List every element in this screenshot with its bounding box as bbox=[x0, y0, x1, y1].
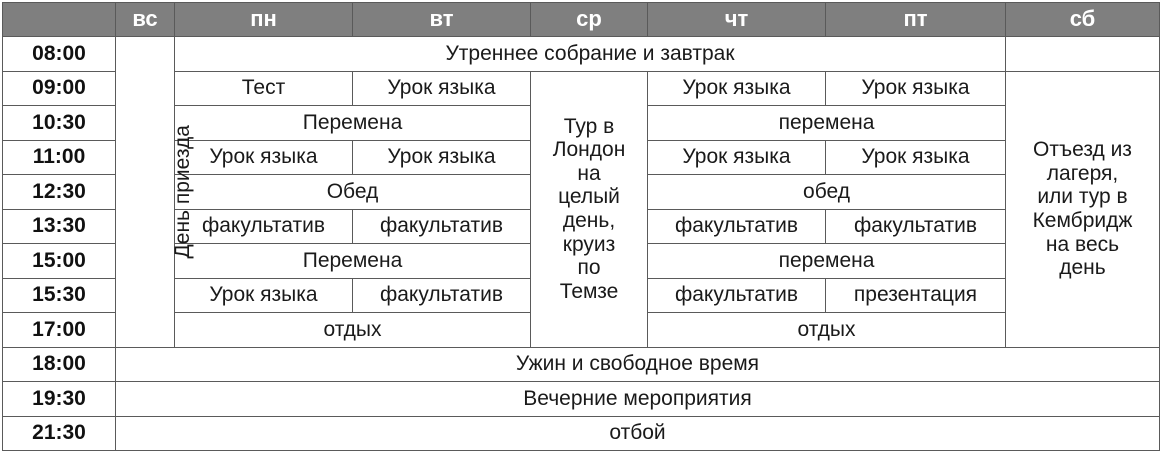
sunday-cell bbox=[116, 37, 194, 348]
activity-cell: Урок языка bbox=[826, 71, 1006, 106]
row-1800 bbox=[3, 347, 1160, 382]
wednesday-line: на bbox=[577, 161, 601, 185]
schedule-table bbox=[2, 2, 1160, 451]
time-cell: 09:00 bbox=[3, 71, 116, 106]
time-cell: 10:30 bbox=[3, 106, 116, 141]
header-day-mon: пн bbox=[175, 3, 353, 37]
activity-cell: Перемена bbox=[175, 106, 531, 141]
activity-cell: отдых bbox=[648, 313, 1006, 348]
saturday-line: Отъезд из bbox=[1033, 138, 1132, 162]
activity-cell: отдых bbox=[175, 313, 531, 348]
header-day-thu: чт bbox=[648, 3, 826, 37]
row-1930 bbox=[3, 382, 1160, 417]
saturday-line: день bbox=[1059, 256, 1106, 280]
activity-cell: Урок языка bbox=[826, 140, 1006, 175]
saturday-cell bbox=[1006, 71, 1160, 347]
time-cell: 19:30 bbox=[3, 382, 116, 417]
saturday-line: или тур в bbox=[1037, 185, 1128, 209]
header-day-wed: ср bbox=[531, 3, 648, 37]
time-cell: 17:00 bbox=[3, 313, 116, 348]
activity-cell: Урок языка bbox=[648, 71, 826, 106]
time-cell: 08:00 bbox=[3, 37, 116, 72]
time-cell: 15:00 bbox=[3, 244, 116, 279]
activity-cell: факультатив bbox=[353, 278, 531, 313]
time-cell: 13:30 bbox=[3, 209, 116, 244]
row-0800 bbox=[3, 37, 1160, 72]
activity-cell: Ужин и свободное время bbox=[116, 347, 1160, 382]
activity-cell: Урок языка bbox=[175, 278, 353, 313]
row-2130 bbox=[3, 416, 1160, 451]
activity-cell: Урок языка bbox=[175, 140, 353, 175]
activity-cell: факультатив bbox=[353, 209, 531, 244]
activity-cell: Урок языка bbox=[353, 71, 531, 106]
activity-cell: Вечерние мероприятия bbox=[116, 382, 1160, 417]
wednesday-line: Тур в bbox=[563, 114, 615, 138]
wednesday-line: целый bbox=[558, 185, 620, 209]
time-cell: 15:30 bbox=[3, 278, 116, 313]
activity-cell: перемена bbox=[648, 244, 1006, 279]
activity-cell: презентация bbox=[826, 278, 1006, 313]
row-0900 bbox=[3, 71, 1160, 106]
activity-cell: обед bbox=[648, 175, 1006, 210]
wednesday-cell bbox=[531, 71, 648, 347]
wednesday-line: день, bbox=[562, 209, 616, 232]
time-cell: 12:30 bbox=[3, 175, 116, 210]
empty-cell bbox=[1006, 37, 1160, 72]
time-cell: 18:00 bbox=[3, 347, 116, 382]
activity-cell: Обед bbox=[175, 175, 531, 210]
header-corner bbox=[3, 3, 116, 37]
activity-cell: Урок языка bbox=[648, 140, 826, 175]
header-day-tue: вт bbox=[353, 3, 531, 37]
time-cell: 21:30 bbox=[3, 416, 116, 451]
activity-cell: Тест bbox=[175, 71, 353, 106]
activity-cell: факультатив bbox=[648, 209, 826, 244]
saturday-line: Кембридж bbox=[1032, 209, 1133, 232]
time-cell: 11:00 bbox=[3, 140, 116, 175]
wednesday-line: Лондон bbox=[552, 138, 626, 162]
header-day-fri: пт bbox=[826, 3, 1006, 37]
saturday-line: на весь bbox=[1045, 232, 1120, 256]
activity-cell: перемена bbox=[648, 106, 1006, 141]
activity-cell: отбой bbox=[116, 416, 1160, 451]
activity-cell: факультатив bbox=[648, 278, 826, 313]
activity-cell: Перемена bbox=[175, 244, 531, 279]
wednesday-line: по bbox=[577, 256, 601, 280]
header-day-sun: вс bbox=[116, 3, 175, 37]
header-row bbox=[3, 3, 1160, 37]
saturday-line: лагеря, bbox=[1046, 161, 1119, 185]
activity-cell: факультатив bbox=[175, 209, 353, 244]
activity-cell: факультатив bbox=[826, 209, 1006, 244]
activity-cell: Урок языка bbox=[353, 140, 531, 175]
wednesday-line: Темзе bbox=[559, 279, 619, 303]
header-day-sat: сб bbox=[1006, 3, 1160, 37]
wednesday-line: круиз bbox=[562, 232, 616, 256]
activity-cell: Утреннее собрание и завтрак bbox=[175, 37, 1006, 72]
sunday-label: День приезда bbox=[170, 125, 194, 259]
